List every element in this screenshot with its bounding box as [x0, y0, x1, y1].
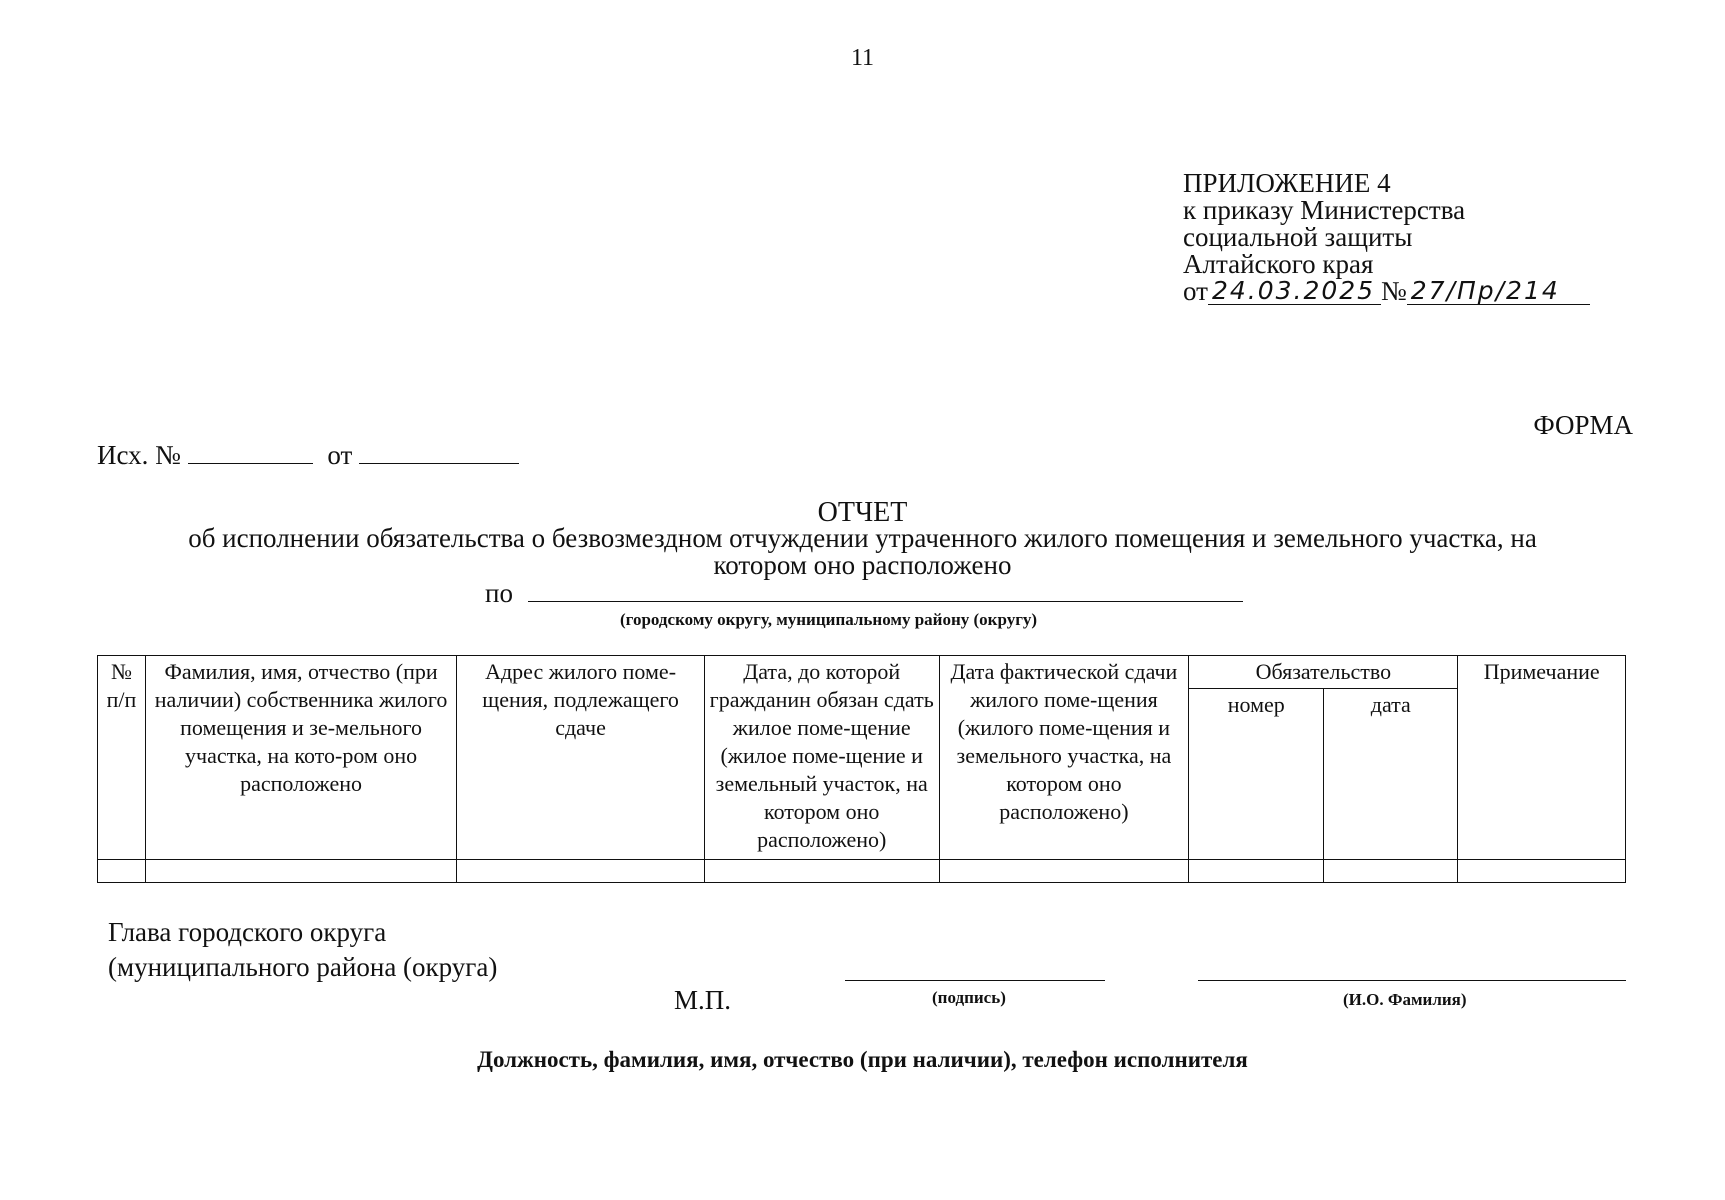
- appendix-date-line: [1183, 278, 1590, 305]
- header-address: Адрес жилого поме-щения, подлежащего сдаче: [457, 656, 705, 860]
- signature-caption: (подпись): [932, 988, 1006, 1007]
- date-prefix: от: [1183, 276, 1208, 306]
- position-line-2: (муниципального района (округа): [108, 952, 498, 982]
- handwritten-date: 24.03.2025: [1208, 278, 1381, 305]
- report-table: [97, 655, 1626, 883]
- header-obligation: Обязательство: [1189, 656, 1458, 689]
- executor-info-caption: Должность, фамилия, имя, отчество (при наличии), телефон исполнителя: [477, 1047, 1248, 1072]
- cell-due-date[interactable]: [704, 860, 939, 883]
- cell-address[interactable]: [457, 860, 705, 883]
- table-header-row: [98, 656, 1626, 689]
- header-number: № п/п: [98, 656, 146, 860]
- outgoing-number-line: [97, 440, 519, 471]
- table-row: [98, 860, 1626, 883]
- form-label: ФОРМА: [1533, 410, 1633, 440]
- cell-owner[interactable]: [145, 860, 456, 883]
- report-title: ОТЧЕТ: [817, 497, 908, 528]
- header-obligation-number: номер: [1189, 689, 1324, 860]
- appendix-title: ПРИЛОЖЕНИЕ 4: [1183, 168, 1391, 198]
- cell-number[interactable]: [98, 860, 146, 883]
- cell-actual-date[interactable]: [939, 860, 1189, 883]
- outgoing-number-blank[interactable]: [188, 441, 313, 464]
- header-owner: Фамилия, имя, отчество (при наличии) собственника жилого помещения и зе-мельного участка, на кото-ром оно расположено: [145, 656, 456, 860]
- po-label: по: [485, 578, 513, 608]
- po-blank[interactable]: [528, 579, 1243, 602]
- position-line-1: Глава городского округа: [108, 917, 387, 947]
- appendix-line-order: к приказу Министерства: [1183, 195, 1466, 225]
- header-note: Примечание: [1458, 656, 1626, 860]
- name-line[interactable]: [1198, 980, 1626, 981]
- outgoing-label: Исх. №: [97, 440, 181, 470]
- header-obligation-date: дата: [1324, 689, 1458, 860]
- stamp-place: М.П.: [674, 985, 732, 1015]
- appendix-line-region: Алтайского края: [1183, 249, 1374, 279]
- handwritten-number: 27/Пр/214: [1407, 278, 1590, 305]
- page-number: 11: [850, 45, 875, 71]
- name-caption: (И.О. Фамилия): [1343, 990, 1467, 1009]
- outgoing-from-label: от: [327, 440, 353, 470]
- report-subtitle: об исполнении обязательства о безвозмездном отчуждении утраченного жилого помещения и земельного участка, на котором оно расположено: [188, 523, 1537, 580]
- header-due-date: Дата, до которой гражданин обязан сдать жилое поме-щение (жилое поме-щение и земельный участок, на котором оно расположено): [704, 656, 939, 860]
- po-line: [485, 578, 1243, 609]
- number-sign: №: [1380, 276, 1407, 306]
- signatory-position: [108, 915, 497, 985]
- appendix-block: [1183, 170, 1590, 305]
- signature-line[interactable]: [845, 980, 1105, 981]
- appendix-line-ministry: социальной защиты: [1183, 222, 1413, 252]
- outgoing-date-blank[interactable]: [359, 441, 519, 464]
- header-actual-date: Дата фактической сдачи жилого поме-щения (жилого поме-щения и земельного участка, на котором оно расположено): [939, 656, 1189, 860]
- cell-obligation-number[interactable]: [1189, 860, 1324, 883]
- cell-obligation-date[interactable]: [1324, 860, 1458, 883]
- po-caption: (городскому округу, муниципальному району (округу): [620, 610, 1038, 629]
- cell-note[interactable]: [1458, 860, 1626, 883]
